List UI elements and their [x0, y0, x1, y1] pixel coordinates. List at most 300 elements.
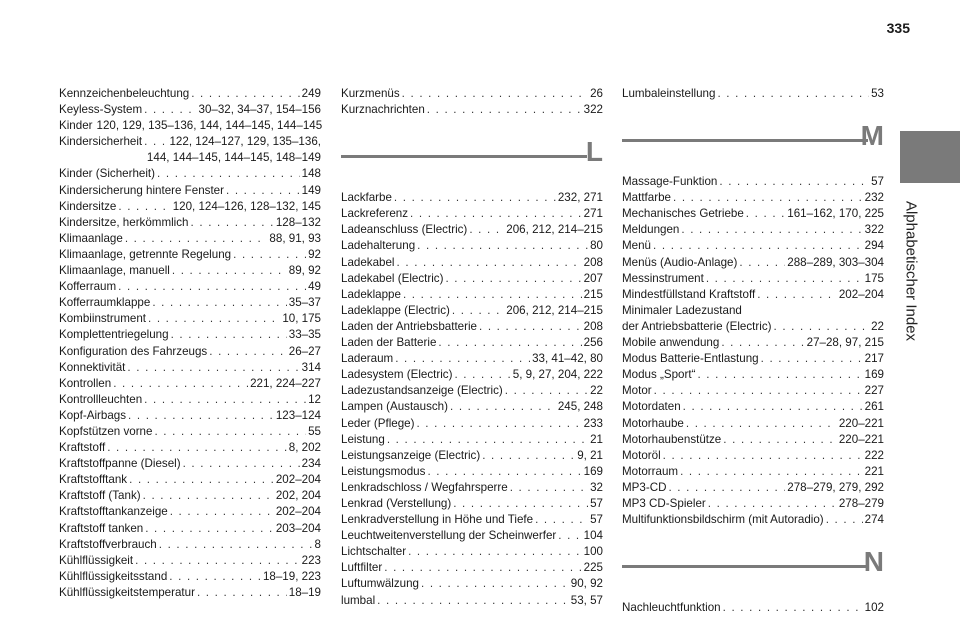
- index-term: Lenkradverstellung in Höhe und Tiefe: [341, 513, 534, 527]
- index-page-refs: 92: [308, 247, 321, 261]
- index-entry: [622, 383, 884, 399]
- dot-leader: [233, 247, 306, 263]
- index-term: Kraftstoff tanken: [59, 521, 144, 535]
- dot-leader: [681, 222, 862, 238]
- index-page-refs: 55: [308, 424, 321, 438]
- index-page-refs: 22: [871, 319, 884, 333]
- index-term: Klimaanlage, manuell: [59, 264, 170, 278]
- dot-leader: [127, 360, 299, 376]
- index-entry: [341, 367, 603, 383]
- index-entry: [341, 102, 603, 118]
- dot-leader: [144, 392, 306, 408]
- index-term: Kraftstoffpanne (Diesel): [59, 457, 181, 471]
- index-term: Luftfilter: [341, 561, 383, 575]
- index-term: MP3-CD: [622, 480, 667, 494]
- index-page-refs-continued: 144, 144–145, 144–145, 148–149: [146, 151, 321, 165]
- dot-leader: [170, 504, 274, 520]
- index-term: Kraftstofftankanzeige: [59, 505, 168, 519]
- index-term: Leistung: [341, 432, 385, 446]
- index-page-refs: 100: [583, 545, 603, 559]
- index-entry: [341, 335, 603, 351]
- index-page-refs: 206, 212, 214–215: [506, 223, 603, 237]
- index-term: Kinder: [59, 119, 93, 133]
- index-page-refs: 5, 9, 27, 204, 222: [512, 368, 603, 382]
- index-term: Kinder (Sicherheit): [59, 167, 156, 181]
- index-page-refs: 22: [590, 384, 603, 398]
- index-page-refs: 102: [864, 601, 884, 615]
- dot-leader: [191, 215, 274, 231]
- dot-leader: [746, 206, 785, 222]
- index-entry: [341, 351, 603, 367]
- dot-leader: [427, 102, 582, 118]
- page-number: 335: [886, 20, 910, 36]
- index-term: Kurzmenüs: [341, 87, 400, 100]
- index-entry: [341, 319, 603, 335]
- index-page-refs: 271: [583, 207, 603, 221]
- index-entry: [59, 263, 321, 279]
- index-term: Ladeklappe (Electric): [341, 303, 450, 317]
- index-term: Menü: [622, 239, 652, 253]
- section-letter: L: [585, 136, 603, 168]
- index-entry: [59, 295, 321, 311]
- index-term: Mechanisches Getriebe: [622, 207, 744, 221]
- index-page-refs: 148: [301, 167, 321, 181]
- dot-leader: [723, 600, 863, 616]
- index-page-refs: 220–221: [838, 416, 884, 430]
- index-page-refs: 33, 41–42, 80: [532, 352, 603, 366]
- index-term: Mindestfüllstand Kraftstoff: [622, 287, 756, 301]
- index-entry: [341, 238, 603, 254]
- dot-leader: [148, 311, 280, 327]
- index-page-refs: 175: [864, 271, 884, 285]
- index-entry: [59, 472, 321, 488]
- index-entry: [59, 488, 321, 504]
- dot-leader: [157, 166, 300, 182]
- index-page-refs: 33–35: [288, 328, 321, 342]
- index-entry: [59, 344, 321, 360]
- index-entry: [341, 255, 603, 271]
- index-entry: [622, 319, 884, 335]
- index-term: Kopfstützen vorne: [59, 424, 153, 438]
- index-entry: [341, 496, 603, 512]
- index-page-refs: 221, 224–227: [250, 376, 321, 390]
- index-term: Lackfarbe: [341, 191, 392, 205]
- index-entry: [341, 448, 603, 464]
- dot-leader: [129, 472, 274, 488]
- index-page-refs: 53: [871, 87, 884, 100]
- dot-leader: [384, 560, 581, 576]
- dot-leader: [118, 199, 170, 215]
- index-entry: [341, 464, 603, 480]
- index-entry: [341, 416, 603, 432]
- dot-leader: [739, 255, 785, 271]
- index-term: Kindersicherung hintere Fenster: [59, 183, 224, 197]
- index-term: Laderaum: [341, 352, 394, 366]
- index-page-refs: 8, 202: [288, 441, 321, 455]
- index-term: Nachleuchtfunktion: [622, 601, 721, 615]
- dot-leader: [402, 86, 588, 102]
- dot-leader: [721, 335, 804, 351]
- index-page-refs: 12: [308, 392, 321, 406]
- index-term: Lampen (Austausch): [341, 400, 448, 414]
- index-term: Kindersicherheit: [59, 135, 143, 149]
- index-page-refs: 35–37: [288, 296, 321, 310]
- index-term: Lenkrad (Verstellung): [341, 496, 452, 510]
- index-entry: [622, 464, 884, 480]
- index-entry: [622, 512, 884, 528]
- index-entry: [59, 183, 321, 199]
- index-term: Lenkradschloss / Wegfahrsperre: [341, 480, 508, 494]
- dot-leader: [774, 319, 870, 335]
- dot-leader: [686, 416, 837, 432]
- index-list-k-continued: [341, 86, 603, 118]
- dot-leader: [427, 464, 581, 480]
- index-list-m: [622, 174, 884, 528]
- index-entry: [341, 303, 603, 319]
- index-entry: [622, 86, 884, 102]
- index-term: Massage-Funktion: [622, 175, 718, 189]
- section-rule: [622, 565, 868, 568]
- index-term: Ladeanschluss (Electric): [341, 223, 468, 237]
- index-page-refs: 215: [583, 287, 603, 301]
- index-page-refs: 256: [583, 336, 603, 350]
- index-term: Kofferraumklappe: [59, 296, 151, 310]
- index-page-refs: 232: [864, 191, 884, 205]
- index-term: Kennzeichenbeleuchtung: [59, 87, 190, 100]
- index-entry: [622, 255, 884, 271]
- index-term: Keyless-System: [59, 103, 143, 117]
- index-entry: [59, 456, 321, 472]
- index-page-refs: 288–289, 303–304: [787, 255, 884, 269]
- dot-leader: [558, 528, 581, 544]
- index-entry: [622, 496, 884, 512]
- index-page-refs: 245, 248: [557, 400, 603, 414]
- index-column-1: [59, 86, 321, 601]
- dot-leader: [723, 432, 837, 448]
- index-entry: [622, 190, 884, 206]
- section-header-n: [622, 546, 884, 590]
- dot-leader: [683, 399, 863, 415]
- index-page-refs: 89, 92: [288, 264, 321, 278]
- index-term: Mobile anwendung: [622, 336, 720, 350]
- index-term: Ladesystem (Electric): [341, 368, 453, 382]
- index-term: Motor: [622, 384, 652, 398]
- index-page-refs: 208: [583, 319, 603, 333]
- dot-leader: [183, 456, 300, 472]
- index-entry: [622, 448, 884, 464]
- index-term: Kindersitze: [59, 199, 117, 213]
- dot-leader: [394, 190, 556, 206]
- dot-leader: [135, 553, 300, 569]
- index-entry: [341, 432, 603, 448]
- index-page-refs: 80: [590, 239, 603, 253]
- dot-leader: [410, 206, 582, 222]
- index-entry: [622, 206, 884, 222]
- index-term: Laden der Batterie: [341, 336, 437, 350]
- index-entry: [622, 367, 884, 383]
- dot-leader: [143, 488, 274, 504]
- dot-leader: [191, 86, 299, 102]
- index-page-refs: 53, 57: [570, 593, 603, 607]
- dot-leader: [113, 376, 248, 392]
- index-page-refs: 120, 129, 135–136, 144, 144–145, 144–145: [96, 119, 323, 133]
- index-entry: [59, 521, 321, 537]
- dot-leader: [154, 424, 306, 440]
- index-term: Kombiinstrument: [59, 312, 146, 326]
- dot-leader: [482, 448, 575, 464]
- index-page-refs: 49: [308, 280, 321, 294]
- index-entry: [341, 399, 603, 415]
- dot-leader: [197, 585, 287, 601]
- index-page-refs: 206, 212, 214–215: [506, 303, 603, 317]
- section-rule: [341, 155, 587, 158]
- index-entry: [59, 360, 321, 376]
- index-entry: [622, 335, 884, 351]
- section-header-m: [622, 120, 884, 164]
- index-entry: [622, 416, 884, 432]
- index-term: Komplettentriegelung: [59, 328, 169, 342]
- index-term: Kurznachrichten: [341, 103, 425, 117]
- index-entry: [622, 271, 884, 287]
- index-page-refs: 27–28, 97, 215: [806, 336, 884, 350]
- index-term: Kraftstofftank: [59, 473, 128, 487]
- index-entry: [59, 376, 321, 392]
- index-term: Menüs (Audio-Anlage): [622, 255, 738, 269]
- index-term: Motoröl: [622, 448, 661, 462]
- index-page-refs: 88, 91, 93: [269, 231, 321, 245]
- dot-leader: [663, 448, 863, 464]
- index-term: Motorhaubenstütze: [622, 432, 722, 446]
- index-page-refs: 90, 92: [570, 577, 603, 591]
- dot-leader: [445, 271, 581, 287]
- index-page-refs: 261: [864, 400, 884, 414]
- index-entry: [622, 432, 884, 448]
- index-term: Motordaten: [622, 400, 681, 414]
- dot-leader: [654, 383, 863, 399]
- index-entry: [59, 327, 321, 343]
- dot-leader: [387, 432, 588, 448]
- index-term: Klimaanlage, getrennte Regelung: [59, 247, 232, 261]
- index-term: Konfiguration des Fahrzeugs: [59, 344, 208, 358]
- index-page-refs: 227: [864, 384, 884, 398]
- index-entry: [59, 247, 321, 263]
- index-entry: [59, 569, 321, 585]
- index-page-refs: 169: [864, 368, 884, 382]
- index-entry: [622, 399, 884, 415]
- index-page-refs: 18–19: [288, 585, 321, 599]
- index-term: Ladeklappe: [341, 287, 401, 301]
- index-term: Kindersitze, herkömmlich: [59, 215, 189, 229]
- index-entry: [622, 480, 884, 496]
- index-page-refs: 18–19, 223: [262, 569, 321, 583]
- dot-leader: [152, 295, 286, 311]
- index-entry: [59, 392, 321, 408]
- index-entry: [59, 553, 321, 569]
- dot-leader: [761, 351, 863, 367]
- dot-leader: [209, 344, 287, 360]
- index-entry: [59, 585, 321, 601]
- index-entry: [341, 560, 603, 576]
- index-term: Multifunktionsbildschirm (mit Autoradio): [622, 513, 824, 527]
- index-page-refs: 32: [590, 480, 603, 494]
- index-term: Lackreferenz: [341, 207, 409, 221]
- index-entry-heading: Minimaler Ladezustand: [622, 303, 742, 317]
- index-term: Klimaanlage: [59, 231, 123, 245]
- index-page-refs: 232, 271: [557, 191, 603, 205]
- dot-leader: [421, 576, 569, 592]
- index-page-refs: 26–27: [288, 344, 321, 358]
- index-page-refs: 10, 175: [282, 312, 321, 326]
- dot-leader: [479, 319, 582, 335]
- dot-leader: [757, 287, 837, 303]
- index-entry: [341, 528, 603, 544]
- dot-leader: [226, 183, 300, 199]
- index-entry: [59, 118, 321, 134]
- index-page-refs: 223: [301, 553, 321, 567]
- index-entry: [341, 593, 603, 609]
- index-page-refs: 169: [583, 464, 603, 478]
- index-page-refs: 233: [583, 416, 603, 430]
- index-page-refs: 234: [301, 457, 321, 471]
- index-page-refs: 8: [314, 537, 321, 551]
- index-term: Lumbaleinstellung: [622, 87, 716, 100]
- index-entry: [59, 504, 321, 520]
- dot-leader: [453, 496, 588, 512]
- index-page-refs: 203–204: [275, 521, 321, 535]
- index-page-refs: 57: [590, 496, 603, 510]
- dot-leader: [469, 222, 504, 238]
- index-term: Ladekabel (Electric): [341, 271, 444, 285]
- index-list-l: [341, 190, 603, 608]
- index-list-l-continued: [622, 86, 884, 102]
- index-page-refs: 104: [583, 529, 603, 543]
- index-page-refs: 249: [301, 87, 321, 100]
- index-term: Kühlflüssigkeitstemperatur: [59, 585, 195, 599]
- dot-leader: [668, 480, 785, 496]
- dot-leader: [125, 231, 268, 247]
- dot-leader: [438, 335, 581, 351]
- index-page-refs: 202–204: [838, 287, 884, 301]
- index-page-refs: 222: [864, 448, 884, 462]
- index-term: Leistungsanzeige (Electric): [341, 448, 481, 462]
- dot-leader: [708, 496, 837, 512]
- index-term: Kopf-Airbags: [59, 408, 127, 422]
- index-entry: [59, 408, 321, 424]
- dot-leader: [450, 399, 556, 415]
- index-term: Kofferraum: [59, 280, 117, 294]
- index-page-refs: 122, 124–127, 129, 135–136,: [169, 135, 321, 149]
- dot-leader: [169, 569, 261, 585]
- index-page-refs: 217: [864, 352, 884, 366]
- index-entry: [59, 215, 321, 231]
- index-term: Ladehalterung: [341, 239, 416, 253]
- index-page-refs: 208: [583, 255, 603, 269]
- dot-leader: [128, 408, 274, 424]
- index-entry: [59, 537, 321, 553]
- index-entry: [622, 222, 884, 238]
- dot-leader: [697, 367, 862, 383]
- index-page-refs: 26: [590, 87, 603, 100]
- index-page-refs: 9, 21: [577, 448, 603, 462]
- dot-leader: [535, 512, 588, 528]
- index-entry: [622, 600, 884, 616]
- index-entry: [341, 383, 603, 399]
- index-entry: [59, 134, 321, 150]
- index-column-3: [622, 86, 884, 616]
- index-term: Kontrollen: [59, 376, 112, 390]
- index-entry: [341, 287, 603, 303]
- index-page-refs: 220–221: [838, 432, 884, 446]
- index-page-refs: 57: [590, 513, 603, 527]
- index-term: Kraftstoffverbrauch: [59, 537, 157, 551]
- index-page-refs: 161–162, 170, 225: [787, 207, 884, 221]
- index-term: Kühlflüssigkeit: [59, 553, 134, 567]
- index-term: Modus Batterie-Entlastung: [622, 352, 759, 366]
- dot-leader: [145, 521, 274, 537]
- index-entry: [59, 279, 321, 295]
- index-term: Lichtschalter: [341, 545, 407, 559]
- index-entry: [622, 351, 884, 367]
- index-term: Leder (Pflege): [341, 416, 415, 430]
- section-header-l: [341, 136, 603, 180]
- index-term: Ladezustandsanzeige (Electric): [341, 384, 503, 398]
- index-term: Messinstrument: [622, 271, 704, 285]
- dot-leader: [680, 464, 863, 480]
- dot-leader: [673, 190, 863, 206]
- dot-leader: [397, 255, 582, 271]
- dot-leader: [510, 480, 588, 496]
- index-entry: [341, 190, 603, 206]
- index-page-refs: 207: [583, 271, 603, 285]
- index-entry: [59, 311, 321, 327]
- index-entry: [341, 544, 603, 560]
- section-rule: [622, 139, 868, 142]
- index-page-refs: 57: [871, 175, 884, 189]
- index-page-refs: 225: [583, 561, 603, 575]
- index-entry: [622, 287, 884, 303]
- index-term: Laden der Antriebsbatterie: [341, 319, 477, 333]
- section-letter: M: [860, 120, 884, 152]
- dot-leader: [118, 279, 306, 295]
- index-page-refs: 120, 124–126, 128–132, 145: [172, 199, 321, 213]
- index-term: Kühlflüssigkeitsstand: [59, 569, 168, 583]
- section-letter: N: [863, 546, 884, 578]
- index-page-refs: 202–204: [275, 505, 321, 519]
- index-term: Leuchtweitenverstellung der Scheinwerfer: [341, 529, 557, 543]
- dot-leader: [653, 238, 863, 254]
- dot-leader: [417, 238, 588, 254]
- dot-leader: [717, 86, 869, 102]
- dot-leader: [408, 544, 582, 560]
- dot-leader: [454, 367, 510, 383]
- index-page-refs: 278–279: [838, 496, 884, 510]
- dot-leader: [377, 593, 569, 609]
- index-entry: [59, 424, 321, 440]
- index-entry: [341, 206, 603, 222]
- index-entry: [59, 166, 321, 182]
- index-term: Motorraum: [622, 464, 679, 478]
- dot-leader: [719, 174, 869, 190]
- index-term: Leistungsmodus: [341, 464, 426, 478]
- index-page-refs: 21: [590, 432, 603, 446]
- index-entry: [341, 576, 603, 592]
- index-term: Ladekabel: [341, 255, 395, 269]
- side-tab-title: Alphabetischer Index: [902, 200, 920, 342]
- index-entry: [59, 440, 321, 456]
- index-term: Modus „Sport“: [622, 368, 696, 382]
- index-term: Kraftstoff (Tank): [59, 489, 141, 503]
- index-page-refs: 149: [301, 183, 321, 197]
